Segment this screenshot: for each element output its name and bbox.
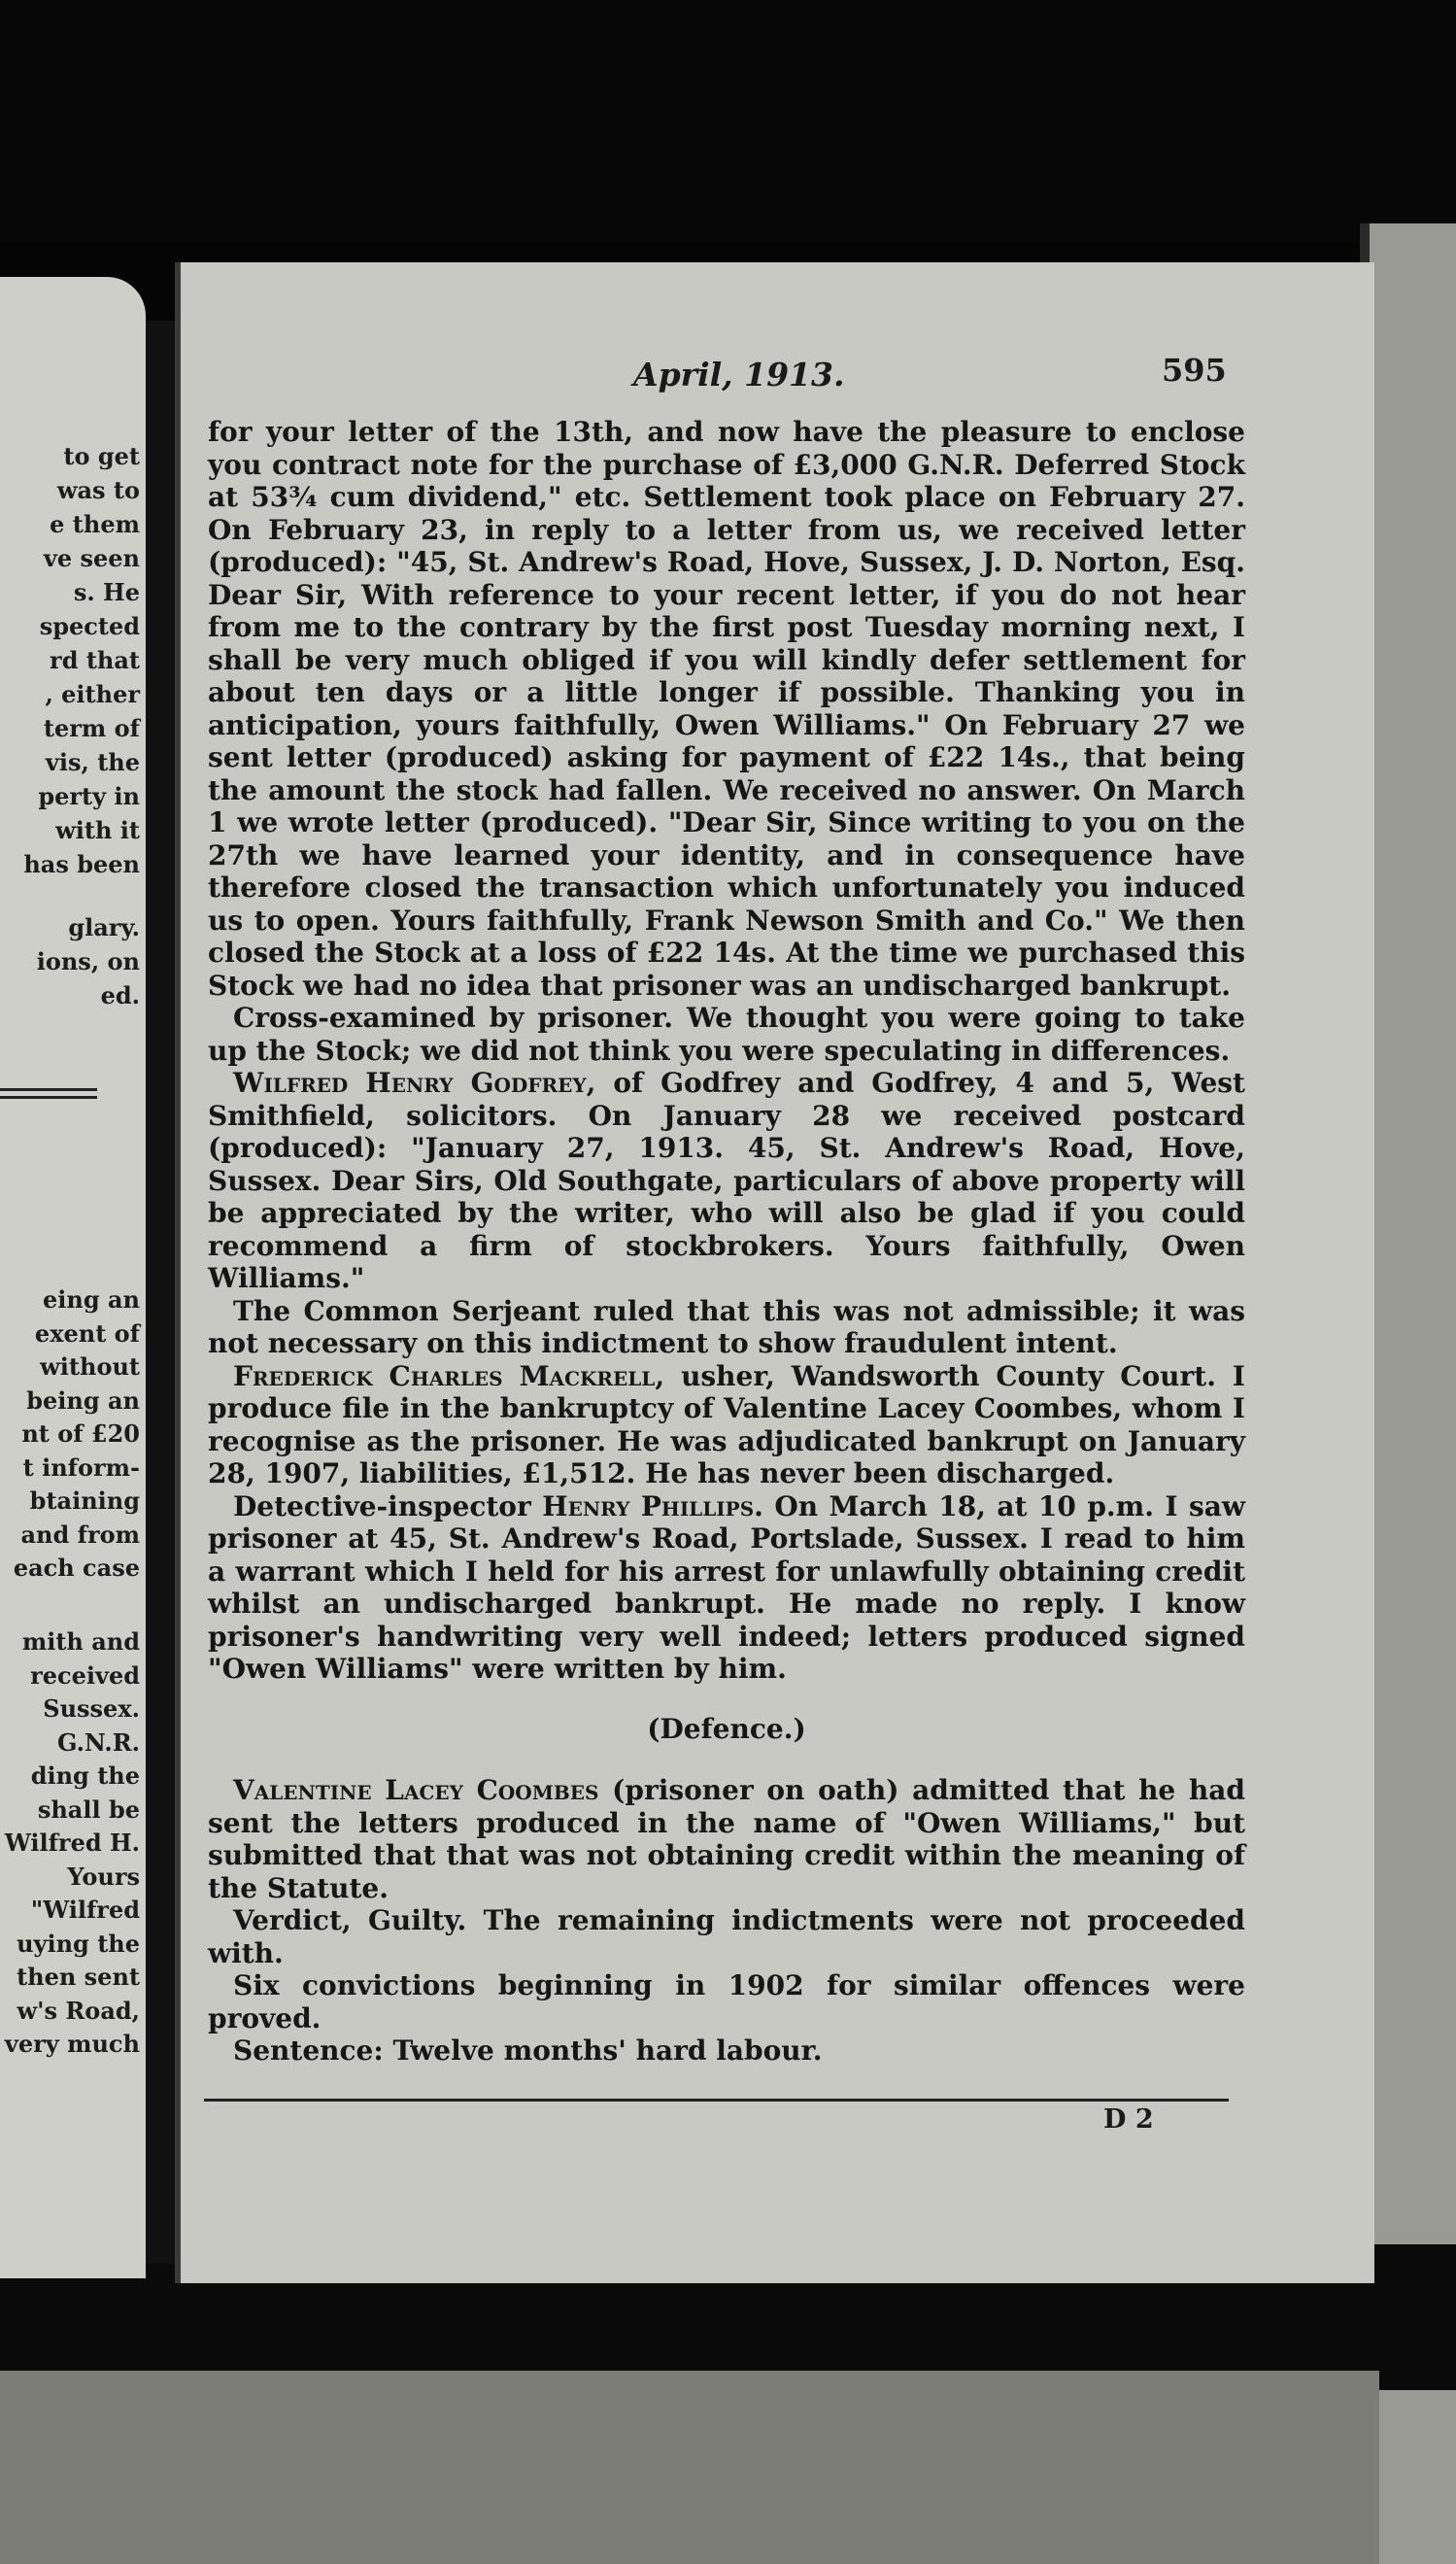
- left-page-line: and from: [20, 1520, 140, 1549]
- paragraph-p4: [208, 1295, 1245, 1360]
- paragraph-text: Sentence: Twelve months' hard labour.: [233, 2034, 823, 2067]
- signature-mark: D 2: [1103, 2104, 1154, 2135]
- left-page-line: glary.: [68, 913, 140, 941]
- left-facing-page: [0, 277, 146, 2278]
- left-page-rule: [0, 1096, 97, 1099]
- left-page-rule: [0, 1088, 97, 1091]
- paragraph-p8: [208, 1904, 1245, 1969]
- left-page-line: "Wilfred: [30, 1896, 140, 1924]
- paragraph-p3: [208, 1067, 1245, 1295]
- paragraph-text: (prisoner on oath) admitted that he had sent the letters produced in the name of "Owen Williams," but submitted that that was not obtaining credit within the meaning of the Statute.: [208, 1774, 1245, 1904]
- left-page-line: term of: [43, 714, 140, 742]
- left-page-line: w's Road,: [17, 1996, 140, 2025]
- paragraph-text: Six convictions beginning in 1902 for similar offences were proved.: [208, 1969, 1245, 2034]
- left-page-line: , either: [45, 680, 140, 708]
- left-page-line: perty in: [38, 782, 140, 810]
- left-page-line: eing an: [43, 1285, 140, 1314]
- left-page-line: then sent: [17, 1963, 140, 1991]
- defence-heading: (Defence.): [647, 1712, 806, 1745]
- left-page-line: being an: [26, 1385, 140, 1415]
- left-page-line: nt of £20: [21, 1419, 140, 1448]
- paragraph-p7: [208, 1774, 1245, 1904]
- left-page-line: Wilfred H.: [4, 1829, 140, 1857]
- running-title: April, 1913.: [633, 356, 845, 393]
- left-page-line: ed.: [100, 981, 140, 1009]
- paragraph-text: Verdict, Guilty. The remaining indictments were not proceeded with.: [208, 1904, 1245, 1969]
- left-page-line: to get: [63, 442, 140, 470]
- witness-name: Valentine Lacey Coombes: [233, 1774, 599, 1806]
- paragraph-p6: [208, 1490, 1245, 1686]
- paragraph-text: The Common Serjeant ruled that this was not admissible; it was not necessary on this indictment to show fraudulent intent.: [208, 1294, 1245, 1359]
- page-number: 595: [1162, 352, 1227, 389]
- main-page: [175, 262, 1374, 2283]
- scan-top-margin: [0, 0, 1456, 243]
- paragraph-p1: [208, 416, 1245, 1002]
- paragraph-text: for your letter of the 13th, and now have the pleasure to enclose you contract note for the purchase of £3,000 G.N.R. Deferred Stock at 53¾ cum dividend," etc. Settlement took place on February 27. On February 23, in reply to a letter from us, we received letter (produced): "45, St. Andrew's Road, Hove, Sussex, J. D. Norton, Esq. Dear Sir, With reference to your recent letter, if you do not hear from me to the contrary by the first post Tuesday morning next, I shall be very much obliged if you will kindly defer settlement for about ten days or a little longer if possible. Thanking you in anticipation, yours faithfully, Owen Williams." On February 27 we sent letter (produced) asking for payment of £22 14s., that being the amount the stock had fallen. We received no answer. On March 1 we wrote letter (produced). "Dear Sir, Since writing to you on the 27th we have learned your identity, and in consequence have therefore closed the transaction which unfortunately you induced us to open. Yours faithfully, Frank Newson Smith and Co." We then closed the Stock at a loss of £22 14s. At the time we purchased this Stock we had no idea that prisoner was an undischarged bankrupt.: [208, 416, 1245, 1002]
- left-page-line: btaining: [29, 1487, 140, 1515]
- paragraph-text: Cross-examined by prisoner. We thought you were going to take up the Stock; we did not think you were speculating in differences.: [208, 1002, 1245, 1067]
- left-page-line: Sussex.: [43, 1694, 140, 1723]
- paragraph-lead: Detective-inspector: [233, 1489, 543, 1522]
- left-page-line: s. He: [73, 578, 140, 606]
- left-page-line: ding the: [30, 1761, 140, 1790]
- paragraph-p10: [208, 2034, 1245, 2068]
- left-page-line: t inform-: [22, 1453, 140, 1482]
- left-page-line: spected: [39, 612, 140, 640]
- witness-name: Henry Phillips: [542, 1489, 755, 1522]
- left-page-line: received: [30, 1660, 140, 1690]
- left-page-line: has been: [23, 850, 140, 878]
- paragraph-p5: [208, 1360, 1245, 1490]
- left-page-line: ions, on: [36, 947, 140, 975]
- paragraph-p2: [208, 1002, 1245, 1067]
- left-page-line: mith and: [21, 1627, 140, 1656]
- left-page-line: ve seen: [43, 544, 140, 572]
- left-page-line: rd that: [50, 646, 140, 674]
- left-page-line: G.N.R.: [56, 1727, 140, 1757]
- scan-right-margin: [1370, 223, 1456, 2564]
- paragraph-p9: [208, 1969, 1245, 2034]
- witness-name: Frederick Charles Mackrell: [233, 1359, 656, 1392]
- scan-background-surface: [0, 2371, 1379, 2564]
- left-page-line: with it: [55, 816, 140, 844]
- paragraph-text: . On March 18, at 10 p.m. I saw prisoner at 45, St. Andrew's Road, Portslade, Sussex. I read to him a warrant which I held for his arrest for unlawfully obtaining credit whilst an undischarged bankrupt. He made no reply. I know prisoner's handwriting very well indeed; letters produced signed "Owen Williams" were written by him.: [208, 1489, 1246, 1685]
- left-page-line: e them: [50, 510, 140, 538]
- witness-name: Wilfred Henry Godfrey: [233, 1067, 587, 1099]
- paragraph-text: , of Godfrey and Godfrey, 4 and 5, West Smithfield, solicitors. On January 28 we received postcard (produced): "January 27, 1913. 45, St. Andrew's Road, Hove, Sussex. Dear Sirs, Old Southgate, particulars of above property will be appreciated by the writer, who will also be glad if you could recommend a firm of stockbrokers. Yours faithfully, Owen Williams.": [208, 1067, 1245, 1294]
- left-page-line: each case: [13, 1554, 140, 1582]
- footer-rule: [204, 2099, 1229, 2102]
- left-page-line: Yours: [67, 1862, 140, 1891]
- left-page-line: was to: [56, 476, 140, 504]
- left-page-line: vis, the: [45, 748, 140, 776]
- left-page-line: without: [40, 1352, 140, 1381]
- paragraph-text: , usher, Wandsworth County Court. I produce file in the bankruptcy of Valentine Lacey Coombes, whom I recognise as the prisoner. He was adjudicated bankrupt on January 28, 1907, liabilities, £1,512. He has never been discharged.: [208, 1359, 1245, 1489]
- left-page-line: very much: [4, 2030, 140, 2058]
- left-page-line: shall be: [37, 1795, 140, 1824]
- left-page-line: uying the: [17, 1929, 140, 1958]
- left-page-line: exent of: [34, 1318, 140, 1348]
- page-body: [208, 416, 1245, 2068]
